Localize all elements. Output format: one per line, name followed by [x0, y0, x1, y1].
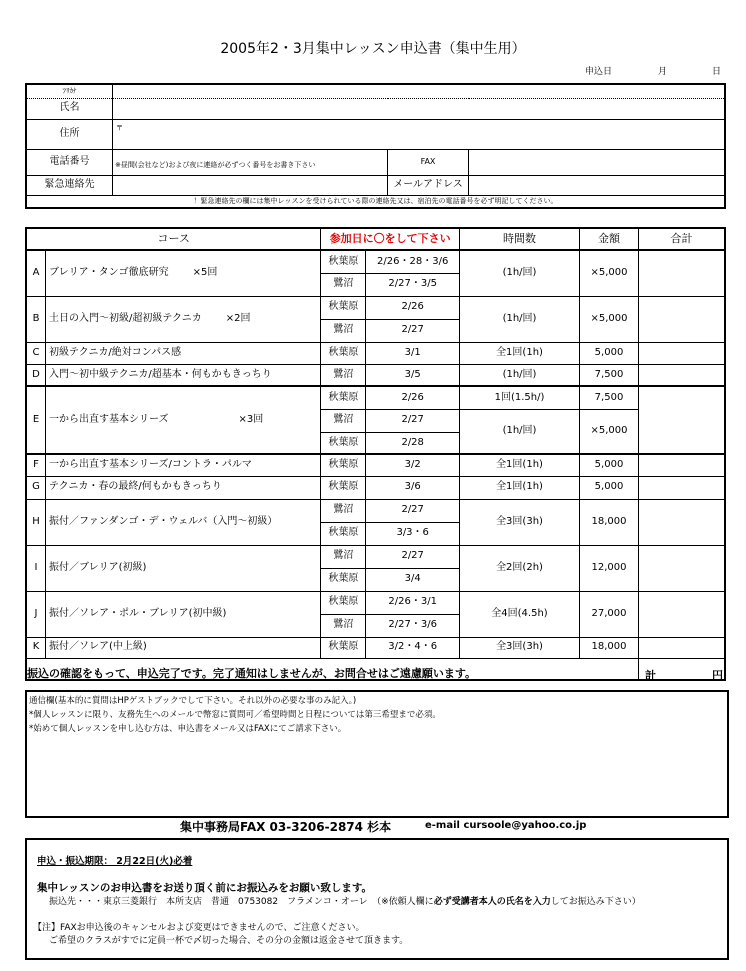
- course-date-cell[interactable]: 3/2・4・6: [366, 637, 460, 658]
- comments-note-2: *始めて個人レッスンを申し込む方は、申込書をメール又はFAXにてご請求下さい。: [29, 724, 347, 734]
- fax-field[interactable]: [469, 149, 726, 175]
- course-date-cell[interactable]: 3/2: [366, 454, 460, 476]
- course-date-cell[interactable]: 3/5: [366, 364, 460, 386]
- course-hours: 1回(1.5h/): [460, 386, 580, 409]
- comments-note-1: *個人レッスンに限り、友務先生へのメールで幣窓に質問可／希望時間と日程については第三希望まで必須。: [29, 710, 441, 720]
- course-date-cell[interactable]: 3/3・6: [366, 522, 460, 545]
- course-location: 秋葉原: [321, 342, 366, 364]
- course-date-cell[interactable]: 3/4: [366, 568, 460, 591]
- course-location: 鷺沼: [321, 499, 366, 522]
- course-date-cell[interactable]: 2/27・3/6: [366, 614, 460, 637]
- course-date-cell[interactable]: 2/27: [366, 545, 460, 568]
- day-label: 日: [712, 67, 722, 77]
- course-location: 秋葉原: [321, 296, 366, 319]
- course-location: 鷺沼: [321, 409, 366, 432]
- course-letter: B: [26, 296, 46, 342]
- course-total-cell[interactable]: [639, 386, 726, 454]
- course-name: 初級テクニカ/絶対コンパス感: [46, 342, 321, 364]
- course-location: 秋葉原: [321, 432, 366, 454]
- emergency-field[interactable]: [113, 175, 388, 195]
- course-hours: (1h/回): [460, 250, 580, 296]
- mail-field[interactable]: [469, 175, 726, 195]
- comments-box[interactable]: [25, 690, 729, 818]
- course-location: 秋葉原: [321, 476, 366, 499]
- course-hours: 全2回(2h): [460, 545, 580, 591]
- course-location: 秋葉原: [321, 454, 366, 476]
- course-name: 一から出直す基本シリーズ ×3回: [46, 386, 321, 454]
- course-hours: (1h/回): [460, 296, 580, 342]
- name-field[interactable]: [113, 98, 726, 119]
- refund-note: ご希望のクラスがすでに定員一杯で〆切った場合、その分の金額は返金させて頂きます。: [49, 936, 409, 946]
- select-date-header: 参加日に〇をして下さい: [321, 228, 460, 250]
- price-header: 金額: [580, 228, 639, 250]
- course-letter: K: [26, 637, 46, 658]
- month-label: 月: [658, 67, 668, 77]
- course-location: 秋葉原: [321, 250, 366, 273]
- info-box: [25, 838, 729, 960]
- course-location: 秋葉原: [321, 386, 366, 409]
- bank-info: 振込先・・・東京三菱銀行 本所支店 普通 0753082 フラメンコ・オーレ （※依頼人欄に必ず受講者本人の氏名を入力してお振込み下さい）: [49, 897, 641, 907]
- office-contact: 集中事務局FAX 03-3206-2874 杉本: [180, 820, 392, 834]
- emergency-label: 緊急連絡先: [26, 175, 113, 195]
- payment-notice: 集中レッスンのお申込書をお送り頂く前にお振込みをお願い致します。: [37, 882, 373, 894]
- course-location: 鷺沼: [321, 319, 366, 342]
- hours-header: 時間数: [460, 228, 580, 250]
- course-price: 5,000: [580, 342, 639, 364]
- course-date-cell[interactable]: 2/27: [366, 319, 460, 342]
- course-name: 振付／ファンダンゴ・デ・ウェルバ（入門～初級）: [46, 499, 321, 545]
- course-price: 5,000: [580, 476, 639, 499]
- comments-title: 通信欄(基本的に質問はHPゲストブックでして下さい。それ以外の必要な事のみ記入。): [29, 696, 357, 706]
- course-location: 秋葉原: [321, 637, 366, 658]
- course-letter: G: [26, 476, 46, 499]
- course-letter: J: [26, 591, 46, 637]
- course-date-cell[interactable]: 2/27・3/5: [366, 273, 460, 296]
- address-label: 住所: [26, 119, 113, 149]
- course-price: 18,000: [580, 499, 639, 545]
- course-location: 鷺沼: [321, 364, 366, 386]
- course-price: ×5,000: [580, 296, 639, 342]
- course-total-cell[interactable]: [639, 591, 726, 637]
- course-letter: E: [26, 386, 46, 454]
- course-letter: D: [26, 364, 46, 386]
- course-location: 鷺沼: [321, 273, 366, 296]
- course-date-cell[interactable]: 3/1: [366, 342, 460, 364]
- course-hours: 全1回(1h): [460, 342, 580, 364]
- fax-label: FAX: [388, 149, 469, 175]
- applicant-table: [25, 83, 726, 209]
- course-total-cell[interactable]: [639, 637, 726, 658]
- course-letter: I: [26, 545, 46, 591]
- total-label: 計: [645, 669, 656, 682]
- postal-mark: 〒: [116, 123, 123, 132]
- course-price: 12,000: [580, 545, 639, 591]
- phone-label: 電話番号: [26, 149, 113, 175]
- apply-date-label: 申込日: [585, 67, 613, 77]
- course-letter: H: [26, 499, 46, 545]
- course-letter: A: [26, 250, 46, 296]
- course-name: 入門～初中級テクニカ/超基本・何もかもきっちり: [46, 364, 321, 386]
- course-header: コース: [26, 228, 321, 250]
- page-title: 2005年2・3月集中レッスン申込書（集中生用）: [220, 41, 526, 57]
- course-hours: 全3回(3h): [460, 637, 580, 658]
- course-name: テクニカ・春の最終/何もかもきっちり: [46, 476, 321, 499]
- emergency-footnote: ！緊急連絡先の欄には集中レッスンを受けられている際の連絡先又は、宿泊先の電話番号を必ず明記してください。: [26, 195, 725, 208]
- course-name: 振付／ソレア(中上級): [46, 637, 321, 658]
- course-name: 振付／ソレア・ポル・ブレリア(初中級): [46, 591, 321, 637]
- office-email: e-mail cursoole@yahoo.co.jp: [425, 820, 587, 831]
- course-location: 秋葉原: [321, 568, 366, 591]
- total-header: 合計: [639, 228, 726, 250]
- course-location: 秋葉原: [321, 522, 366, 545]
- deadline: 申込・振込期限： 2月22日(火)必着: [37, 856, 193, 867]
- course-total-cell[interactable]: [639, 296, 726, 342]
- course-letter: C: [26, 342, 46, 364]
- course-total-cell[interactable]: [639, 454, 726, 476]
- course-location: 鷺沼: [321, 614, 366, 637]
- course-hours: (1h/回): [460, 364, 580, 386]
- course-hours: 全1回(1h): [460, 454, 580, 476]
- phone-note: ※昼間(会社など)および夜に連絡が必ずつく番号をお書き下さい: [115, 161, 316, 169]
- course-total-cell[interactable]: [639, 364, 726, 386]
- course-date-cell[interactable]: 2/26: [366, 386, 460, 409]
- course-name: 振付／ブレリア(初級): [46, 545, 321, 591]
- course-name: 土日の入門～初級/超初級テクニカ ×2回: [46, 296, 321, 342]
- course-date-cell[interactable]: 2/26・28・3/6: [366, 250, 460, 273]
- course-letter: F: [26, 454, 46, 476]
- course-price: 18,000: [580, 637, 639, 658]
- course-price: 7,500: [580, 364, 639, 386]
- course-price: ×5,000: [580, 409, 639, 454]
- course-total-cell[interactable]: [639, 545, 726, 591]
- address-field[interactable]: [113, 119, 726, 149]
- course-location: 秋葉原: [321, 591, 366, 614]
- course-hours: 全4回(4.5h): [460, 591, 580, 637]
- course-location: 鷺沼: [321, 545, 366, 568]
- total-unit: 円: [712, 669, 723, 682]
- course-date-cell[interactable]: 2/28: [366, 432, 460, 454]
- course-date-cell[interactable]: 2/26・3/1: [366, 591, 460, 614]
- course-hours: 全1回(1h): [460, 476, 580, 499]
- course-total-cell[interactable]: [639, 476, 726, 499]
- course-price: 5,000: [580, 454, 639, 476]
- course-price: 7,500: [580, 386, 639, 409]
- course-hours: 全3回(3h): [460, 499, 580, 545]
- confirm-text: 振込の確認をもって、申込完了です。完了通知はしませんが、お問合せはご遠慮願います。: [27, 667, 477, 680]
- phone-field[interactable]: [113, 149, 388, 175]
- course-total-cell[interactable]: [639, 250, 726, 296]
- cancel-note: 【注】FAXお申込後のキャンセルおよび変更はできませんので、ご注意ください。: [33, 923, 365, 933]
- name-label: 氏名: [26, 98, 113, 119]
- course-date-cell[interactable]: 3/6: [366, 476, 460, 499]
- furigana-field[interactable]: [113, 84, 726, 98]
- course-hours: (1h/回): [460, 409, 580, 454]
- course-date-cell[interactable]: 2/26: [366, 296, 460, 319]
- course-price: 27,000: [580, 591, 639, 637]
- course-name: ブレリア・タンゴ徹底研究 ×5回: [46, 250, 321, 296]
- course-price: ×5,000: [580, 250, 639, 296]
- furigana-label: ﾌﾘｶﾅ: [26, 84, 113, 98]
- mail-label: メールアドレス: [388, 175, 469, 195]
- course-total-cell[interactable]: [639, 499, 726, 545]
- course-table: [25, 227, 726, 681]
- course-total-cell[interactable]: [639, 342, 726, 364]
- course-date-cell[interactable]: 2/27: [366, 499, 460, 522]
- course-date-cell[interactable]: 2/27: [366, 409, 460, 432]
- course-name: 一から出直す基本シリーズ/コントラ・パルマ: [46, 454, 321, 476]
